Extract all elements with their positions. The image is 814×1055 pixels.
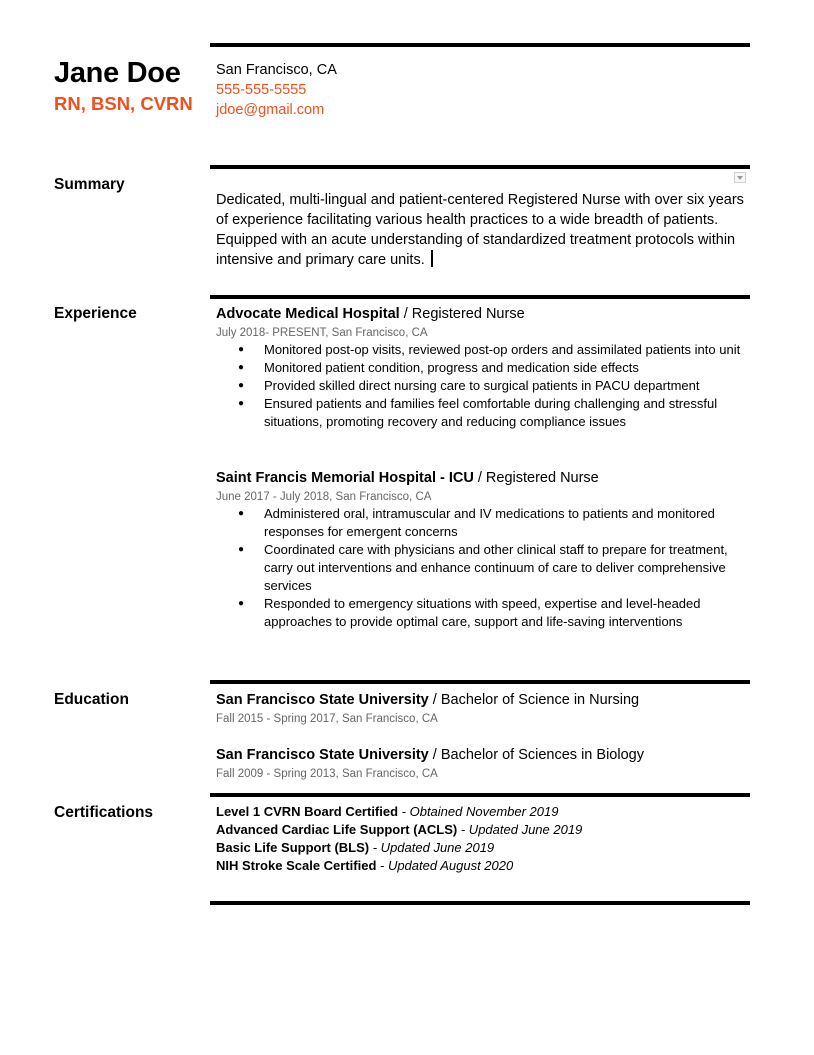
header-rule bbox=[210, 43, 750, 47]
education-entry bbox=[216, 690, 746, 727]
contact-block bbox=[216, 60, 337, 120]
education-dates[interactable]: Fall 2009 - Spring 2013, San Francisco, CA bbox=[216, 768, 438, 780]
bullet-item[interactable]: ● Monitored patient condition, progress and medication side effects bbox=[216, 359, 746, 377]
job-bullets bbox=[216, 505, 746, 631]
job-header[interactable] bbox=[216, 304, 746, 324]
summary-rule bbox=[210, 165, 750, 169]
phone-text[interactable]: 555-555-5555 bbox=[216, 82, 307, 98]
dropdown-toggle-icon[interactable] bbox=[734, 172, 746, 183]
certification-item[interactable]: Advanced Cardiac Life Support (ACLS) - Updated June 2019 bbox=[216, 822, 583, 837]
job-role: / Registered Nurse bbox=[473, 470, 599, 486]
job-dates[interactable]: July 2018- PRESENT, San Francisco, CA bbox=[216, 327, 428, 339]
location-text[interactable]: San Francisco, CA bbox=[216, 62, 337, 78]
footer-rule bbox=[210, 901, 750, 905]
bullet-item[interactable]: ● Responded to emergency situations with speed, expertise and level-headed approaches to provide optimal care, support and life-saving interventions bbox=[216, 595, 746, 631]
education-rule bbox=[210, 680, 750, 684]
experience-rule bbox=[210, 295, 750, 299]
certification-item[interactable]: Basic Life Support (BLS) - Updated June 2019 bbox=[216, 840, 495, 855]
email-text[interactable]: jdoe@gmail.com bbox=[216, 102, 325, 118]
candidate-name[interactable]: Jane Doe bbox=[54, 57, 181, 89]
education-header[interactable] bbox=[216, 745, 746, 765]
job-role: / Registered Nurse bbox=[399, 306, 525, 322]
bullet-item[interactable]: ● Ensured patients and families feel comfortable during challenging and stressful situations, promoting recovery and reducing compliance issues bbox=[216, 395, 746, 431]
summary-text[interactable]: Dedicated, multi-lingual and patient-centered Registered Nurse with over six years of experience facilitating various health practices to a wide breadth of patients. Equipped with an acute understanding of standardized treatment protocols within intensive and primary care units. bbox=[216, 192, 744, 268]
certifications-rule bbox=[210, 793, 750, 797]
job-entry bbox=[216, 468, 746, 631]
employer-name: Advocate Medical Hospital bbox=[216, 306, 400, 322]
employer-name: Saint Francis Memorial Hospital - ICU bbox=[216, 470, 474, 486]
bullet-item[interactable]: ● Monitored post-op visits, reviewed post-op orders and assimilated patients into unit bbox=[216, 341, 746, 359]
degree-name: / Bachelor of Sciences in Biology bbox=[428, 747, 644, 763]
school-name: San Francisco State University bbox=[216, 747, 429, 763]
degree-name: / Bachelor of Science in Nursing bbox=[428, 692, 640, 708]
certifications-list bbox=[216, 803, 746, 875]
job-header[interactable] bbox=[216, 468, 746, 488]
bullet-item[interactable]: ● Administered oral, intramuscular and IV medications to patients and monitored responses for emergent concerns bbox=[216, 505, 746, 541]
education-entry bbox=[216, 745, 746, 782]
education-dates[interactable]: Fall 2015 - Spring 2017, San Francisco, CA bbox=[216, 713, 438, 725]
section-title-education: Education bbox=[54, 691, 129, 708]
section-title-certifications: Certifications bbox=[54, 804, 154, 821]
certification-item[interactable]: Level 1 CVRN Board Certified - Obtained November 2019 bbox=[216, 804, 559, 819]
text-cursor bbox=[431, 250, 433, 267]
education-header[interactable] bbox=[216, 690, 746, 710]
candidate-credentials[interactable]: RN, BSN, CVRN bbox=[54, 93, 193, 114]
job-entry bbox=[216, 304, 746, 431]
bullet-item[interactable]: ● Provided skilled direct nursing care to surgical patients in PACU department bbox=[216, 377, 746, 395]
school-name: San Francisco State University bbox=[216, 692, 429, 708]
bullet-item[interactable]: ● Coordinated care with physicians and other clinical staff to prepare for treatment, carry out interventions and enhance continuum of care to deliver comprehensive services bbox=[216, 541, 746, 595]
certification-item[interactable]: NIH Stroke Scale Certified - Updated August 2020 bbox=[216, 858, 514, 873]
job-bullets bbox=[216, 341, 746, 431]
section-title-summary: Summary bbox=[54, 176, 125, 193]
section-title-experience: Experience bbox=[54, 305, 137, 322]
job-dates[interactable]: June 2017 - July 2018, San Francisco, CA bbox=[216, 491, 432, 503]
